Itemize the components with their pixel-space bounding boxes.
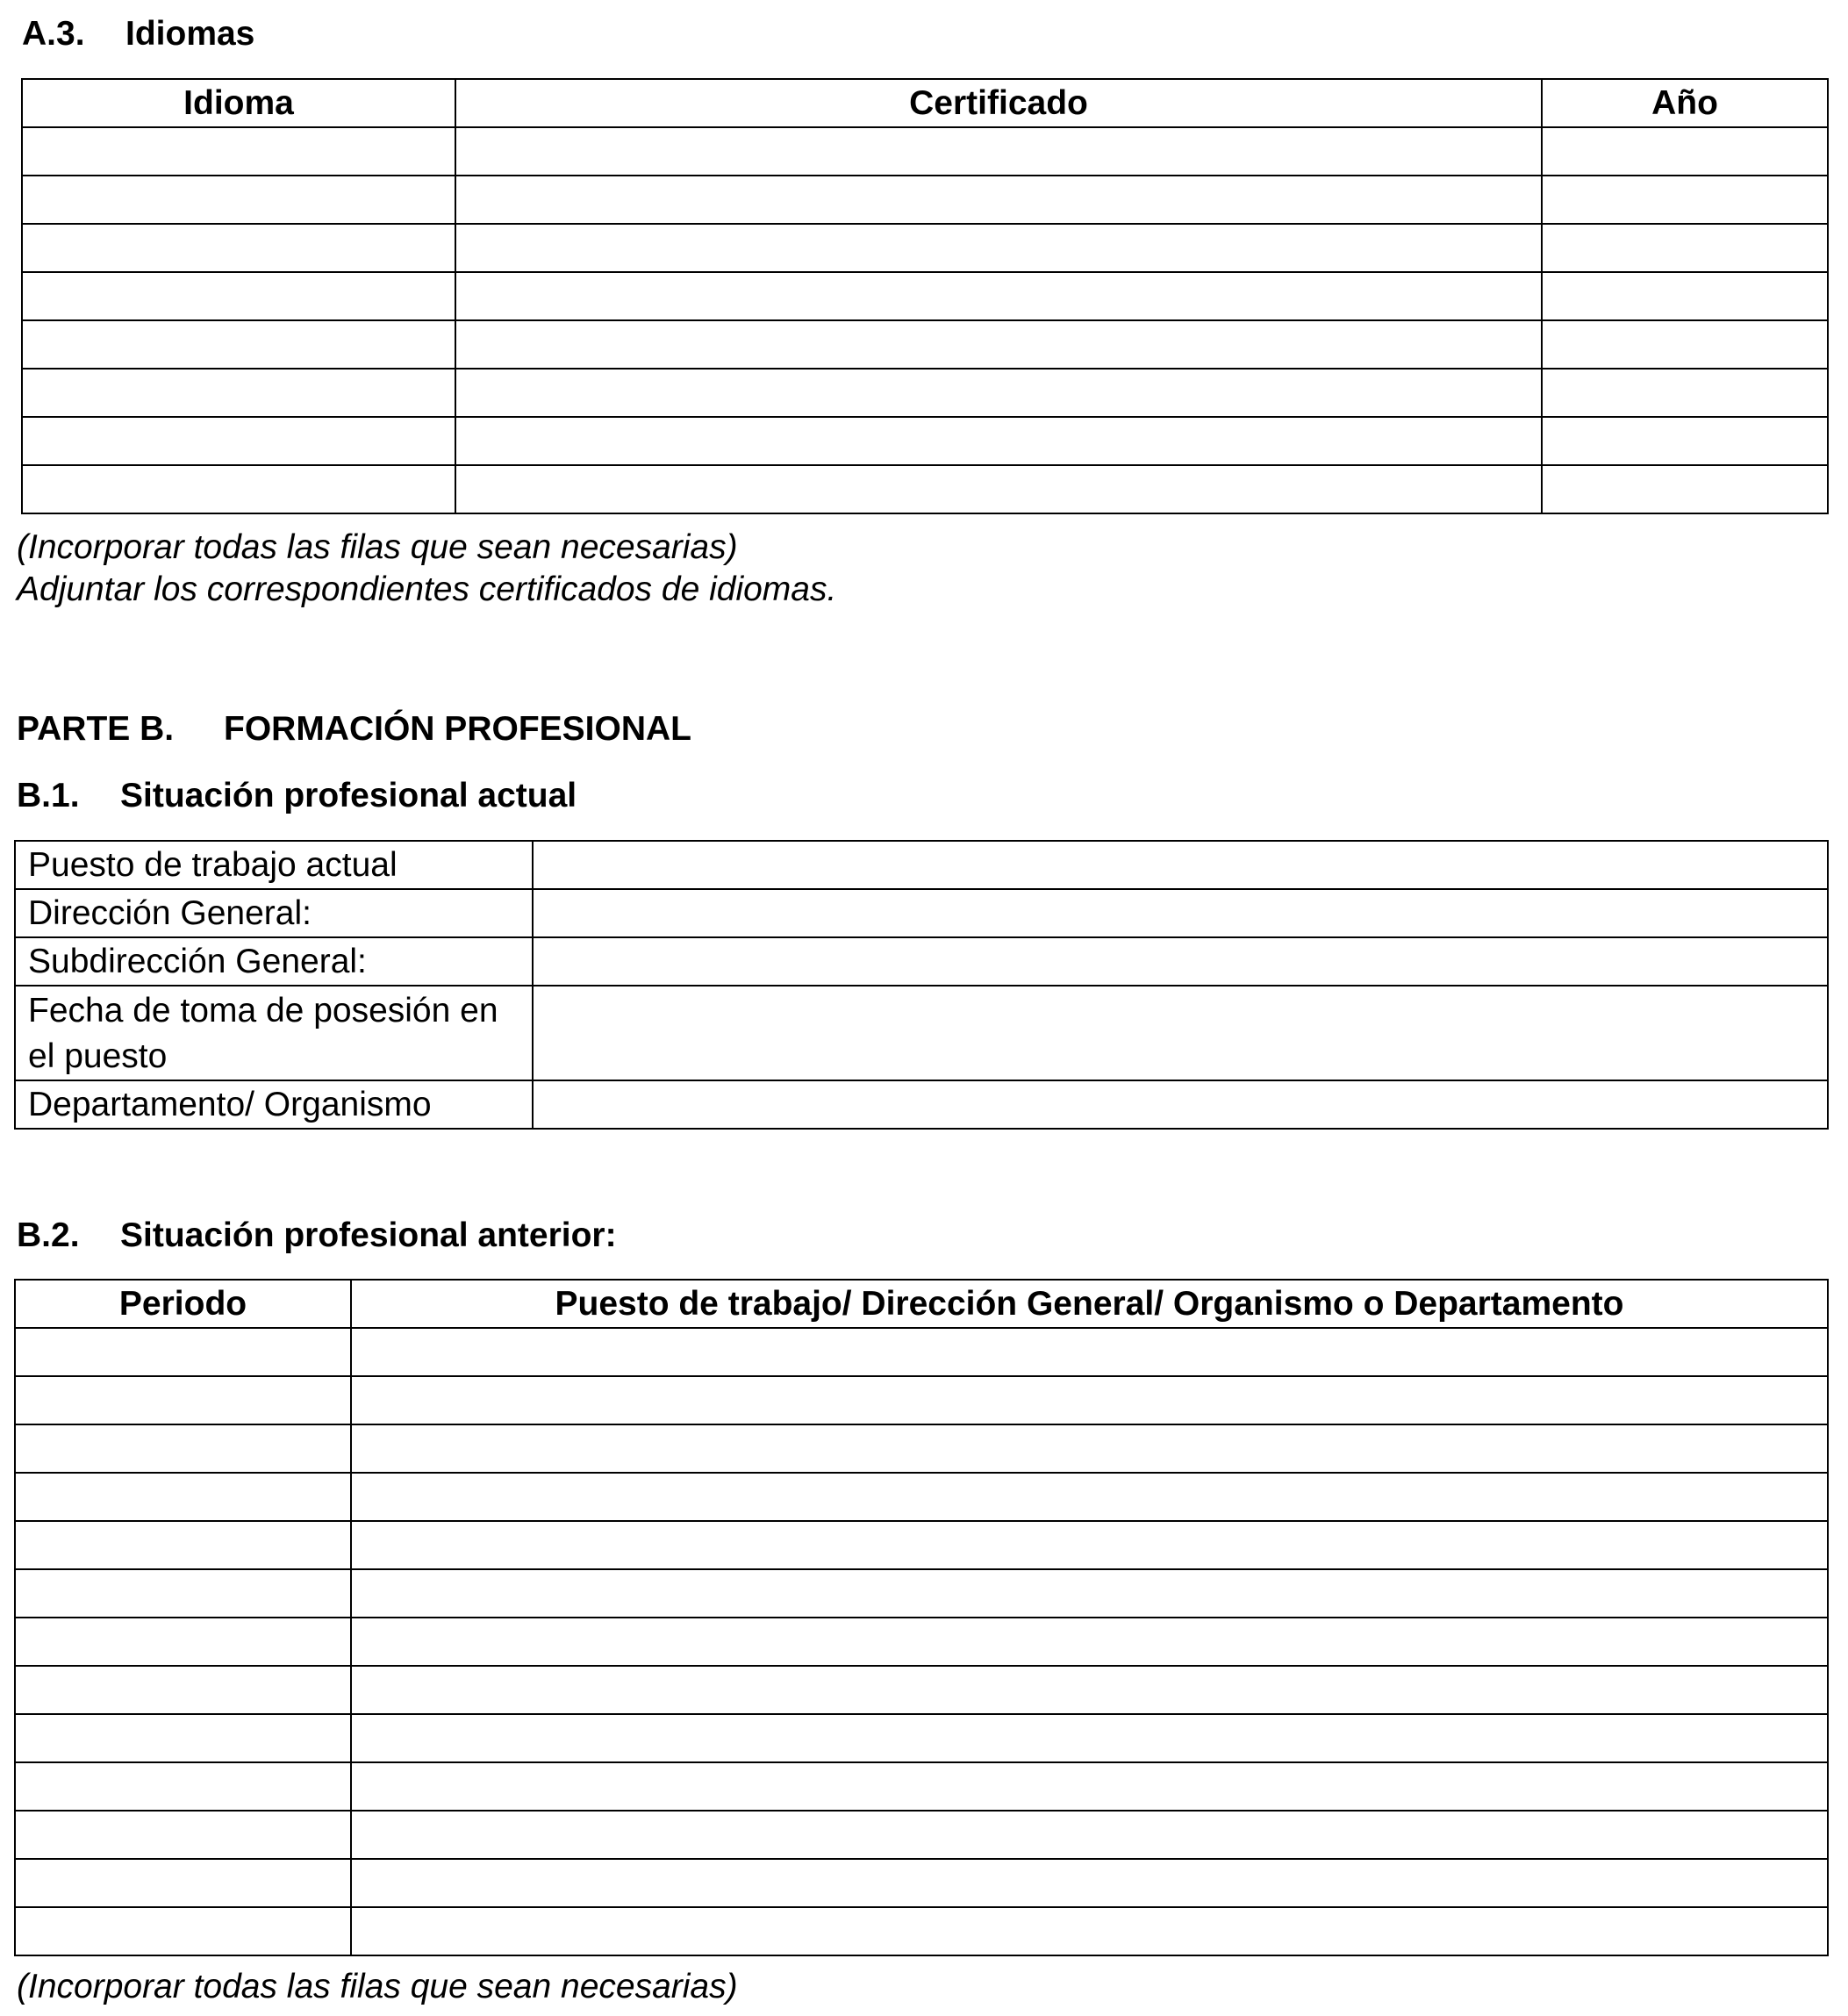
idioma-cell[interactable]: [22, 224, 455, 272]
table-header-row: [15, 1280, 1828, 1328]
table-row: [22, 272, 1828, 320]
puesto-cell[interactable]: [351, 1762, 1828, 1811]
current-position-table: [14, 840, 1829, 1130]
certificado-cell[interactable]: [455, 465, 1542, 513]
puesto-cell[interactable]: [351, 1328, 1828, 1376]
ano-cell[interactable]: [1542, 465, 1828, 513]
table-row: [22, 417, 1828, 465]
certificado-cell[interactable]: [455, 417, 1542, 465]
ano-cell[interactable]: [1542, 176, 1828, 224]
table-row: [15, 1376, 1828, 1424]
section-a3-heading: [22, 14, 254, 54]
periodo-cell[interactable]: [15, 1569, 351, 1618]
table-row: [15, 1569, 1828, 1618]
general-directorate-label: Dirección General:: [15, 889, 533, 937]
general-directorate-field[interactable]: [533, 889, 1828, 937]
ano-cell[interactable]: [1542, 272, 1828, 320]
idioma-cell[interactable]: [22, 465, 455, 513]
department-label: Departamento/ Organismo: [15, 1080, 533, 1129]
puesto-cell[interactable]: [351, 1473, 1828, 1521]
puesto-cell[interactable]: [351, 1618, 1828, 1666]
table-row: [15, 986, 1828, 1080]
table-row: [15, 1328, 1828, 1376]
idioma-cell[interactable]: [22, 127, 455, 176]
table-row: [15, 1859, 1828, 1907]
current-job-field[interactable]: [533, 841, 1828, 889]
add-rows-note: (Incorporar todas las filas que sean necesarias): [17, 528, 738, 566]
table-row: [15, 1907, 1828, 1955]
idioma-cell[interactable]: [22, 272, 455, 320]
idioma-cell[interactable]: [22, 320, 455, 369]
periodo-cell[interactable]: [15, 1811, 351, 1859]
current-job-label: Puesto de trabajo actual: [15, 841, 533, 889]
puesto-cell[interactable]: [351, 1521, 1828, 1569]
periodo-cell[interactable]: [15, 1714, 351, 1762]
table-row: [22, 465, 1828, 513]
certificado-cell[interactable]: [455, 176, 1542, 224]
table-row: [22, 176, 1828, 224]
table-row: [22, 127, 1828, 176]
column-header-certificado: Certificado: [455, 79, 1542, 127]
section-b1-number: B.1.: [17, 777, 80, 814]
periodo-cell[interactable]: [15, 1859, 351, 1907]
table-row: [22, 224, 1828, 272]
certificado-cell[interactable]: [455, 224, 1542, 272]
table-row: [15, 937, 1828, 986]
table-row: [15, 1424, 1828, 1473]
periodo-cell[interactable]: [15, 1666, 351, 1714]
section-b2-number: B.2.: [17, 1216, 80, 1254]
table-row: [15, 1618, 1828, 1666]
department-field[interactable]: [533, 1080, 1828, 1129]
add-rows-note-b2: (Incorporar todas las filas que sean necesarias): [17, 1968, 738, 2005]
ano-cell[interactable]: [1542, 369, 1828, 417]
column-header-idioma: Idioma: [22, 79, 455, 127]
table-row: [22, 320, 1828, 369]
attach-certificates-note: Adjuntar los correspondientes certificados de idiomas.: [17, 570, 837, 608]
periodo-cell[interactable]: [15, 1907, 351, 1955]
part-b-number: PARTE B.: [17, 710, 175, 748]
column-header-periodo: Periodo: [15, 1280, 351, 1328]
table-row: [15, 1666, 1828, 1714]
table-row: [15, 1762, 1828, 1811]
periodo-cell[interactable]: [15, 1473, 351, 1521]
periodo-cell[interactable]: [15, 1618, 351, 1666]
puesto-cell[interactable]: [351, 1376, 1828, 1424]
certificado-cell[interactable]: [455, 127, 1542, 176]
section-b2-title: Situación profesional anterior:: [120, 1216, 617, 1254]
puesto-cell[interactable]: [351, 1859, 1828, 1907]
puesto-cell[interactable]: [351, 1907, 1828, 1955]
certificado-cell[interactable]: [455, 320, 1542, 369]
table-row: [15, 1080, 1828, 1129]
table-row: [15, 841, 1828, 889]
puesto-cell[interactable]: [351, 1714, 1828, 1762]
puesto-cell[interactable]: [351, 1666, 1828, 1714]
ano-cell[interactable]: [1542, 127, 1828, 176]
section-a3-title: Idiomas: [125, 15, 255, 53]
periodo-cell[interactable]: [15, 1376, 351, 1424]
previous-positions-table: [14, 1279, 1829, 1956]
certificado-cell[interactable]: [455, 369, 1542, 417]
puesto-cell[interactable]: [351, 1811, 1828, 1859]
idioma-cell[interactable]: [22, 369, 455, 417]
section-b1-title: Situación profesional actual: [120, 777, 577, 814]
ano-cell[interactable]: [1542, 320, 1828, 369]
table-row: [22, 369, 1828, 417]
start-date-label: Fecha de toma de posesión en el puesto: [15, 986, 533, 1080]
table-row: [15, 889, 1828, 937]
table-row: [15, 1811, 1828, 1859]
section-b1-heading: [17, 776, 577, 816]
periodo-cell[interactable]: [15, 1521, 351, 1569]
puesto-cell[interactable]: [351, 1424, 1828, 1473]
start-date-field[interactable]: [533, 986, 1828, 1080]
languages-table: [21, 78, 1829, 514]
table-row: [15, 1714, 1828, 1762]
column-header-ano: Año: [1542, 79, 1828, 127]
periodo-cell[interactable]: [15, 1424, 351, 1473]
periodo-cell[interactable]: [15, 1762, 351, 1811]
table-row: [15, 1473, 1828, 1521]
section-a3-number: A.3.: [22, 15, 85, 53]
general-subdirectorate-label: Subdirección General:: [15, 937, 533, 986]
ano-cell[interactable]: [1542, 417, 1828, 465]
general-subdirectorate-field[interactable]: [533, 937, 1828, 986]
table-header-row: [22, 79, 1828, 127]
part-b-heading: [17, 709, 691, 750]
table-row: [15, 1521, 1828, 1569]
puesto-cell[interactable]: [351, 1569, 1828, 1618]
column-header-puesto: Puesto de trabajo/ Dirección General/ Organismo o Departamento: [351, 1280, 1828, 1328]
idioma-cell[interactable]: [22, 417, 455, 465]
periodo-cell[interactable]: [15, 1328, 351, 1376]
idioma-cell[interactable]: [22, 176, 455, 224]
section-b2-heading: [17, 1216, 617, 1256]
ano-cell[interactable]: [1542, 224, 1828, 272]
certificado-cell[interactable]: [455, 272, 1542, 320]
part-b-title: FORMACIÓN PROFESIONAL: [224, 710, 691, 748]
